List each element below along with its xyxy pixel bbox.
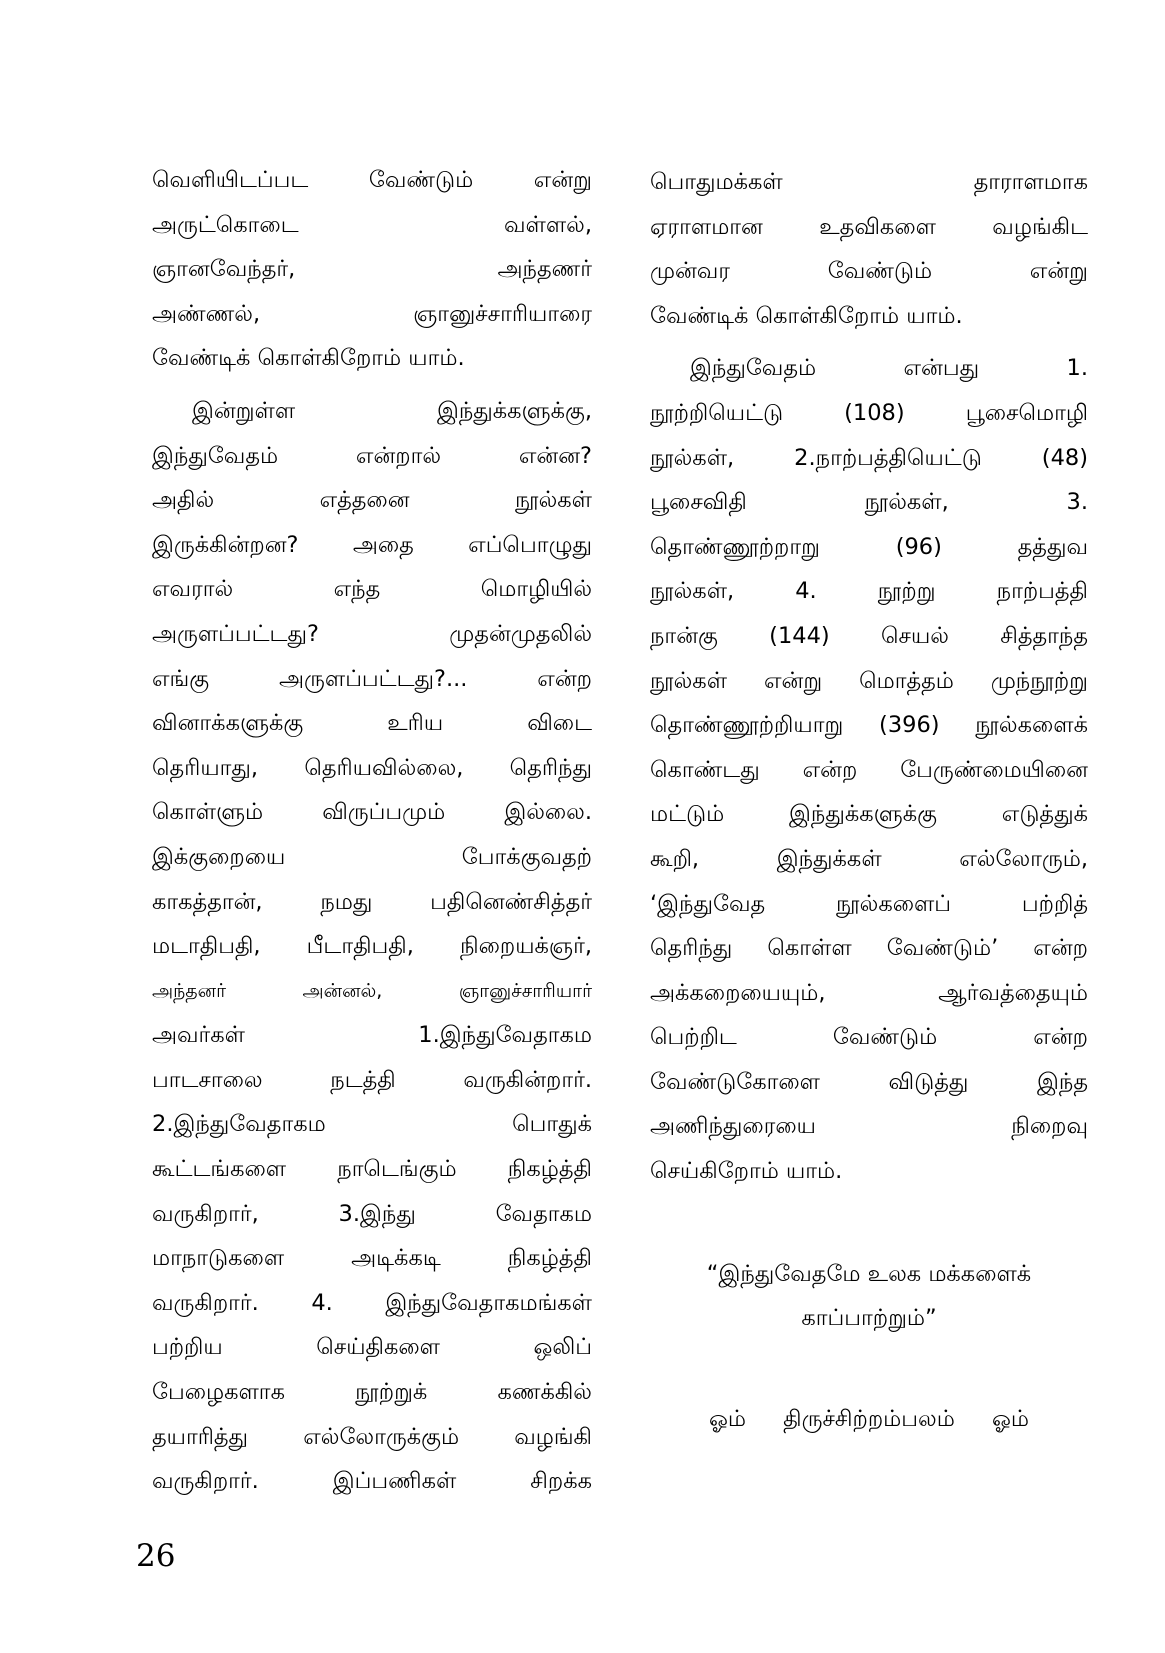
text-line: வருகிறார். இப்பணிகள் சிறக்க [152,1468,592,1495]
text-line: இன்றுள்ள இந்துக்களுக்கு, [192,397,592,424]
text-line: நூல்கள், 2.நாற்பத்தியெட்டு (48) [650,444,1088,471]
text-line: வெளியிடப்பட வேண்டும் என்று [152,167,592,193]
text-line: வினாக்களுக்கு உரிய விடை [152,710,592,737]
text-line: அந்தனர் அன்னல், ஞானுச்சாரியார் [152,979,592,1002]
text-line: அருட்கொடை வள்ளல், [152,211,592,238]
text-line: எவரால் எந்த மொழியில் [152,576,592,603]
text-line: நூற்றியெட்டு (108) பூசைமொழி [650,399,1088,426]
text-line: ‘இந்துவேத நூல்களைப் பற்றித் [650,890,1088,917]
quote-line: “இந்துவேதமே உலக மக்களைக் [706,1261,1032,1287]
text-line: அதில் எத்தனை நூல்கள் [152,487,592,514]
text-line: வருகிறார். 4. இந்துவேதாகமங்கள் [152,1289,592,1316]
text-line: மட்டும் இந்துக்களுக்கு எடுத்துக் [650,801,1088,828]
text-line: பெற்றிட வேண்டும் என்ற [650,1024,1088,1051]
text-line: வருகிறார், 3.இந்து வேதாகம [152,1200,592,1227]
closing-quote [650,1252,1088,1340]
text-line: மடாதிபதி, பீடாதிபதி, நிறையக்ஞர், [152,933,592,960]
text-line: ஞானவேந்தர், அந்தணர் [152,256,592,283]
text-line: தொண்ணூற்றியாறு (396) நூல்களைக் [650,712,1088,739]
text-line: பாடசாலை நடத்தி வருகின்றார். [152,1066,592,1093]
text-line: 2.இந்துவேதாகம பொதுக் [152,1111,592,1138]
text-line: அக்கறையையும், ஆர்வத்தையும் [650,979,1088,1006]
text-line: தெரியாது, தெரியவில்லை, தெரிந்து [152,754,592,781]
text-line: நான்கு (144) செயல் சித்தாந்த [650,622,1088,649]
text-line: கொண்டது என்ற பேருண்மையினை [650,756,1088,783]
text-line: பேழைகளாக நூற்றுக் கணக்கில் [152,1379,592,1406]
text-line: கூட்டங்களை நாடெங்கும் நிகழ்த்தி [152,1156,592,1183]
page-number: 26 [136,1538,176,1574]
text-line: இந்துவேதம் என்றால் என்ன? [152,442,592,469]
text-line: இக்குறையை போக்குவதற் [152,843,592,870]
text-line: தொண்ணூற்றாறு (96) தத்துவ [650,533,1088,560]
left-column [152,158,592,1504]
text-line: மாநாடுகளை அடிக்கடி நிகழ்த்தி [152,1245,592,1272]
text-line: இருக்கின்றன? அதை எப்பொழுது [152,531,592,558]
text-line: அண்ணல், ஞானுச்சாரியாரை [152,300,592,327]
text-line: பற்றிய செய்திகளை ஒலிப் [152,1334,592,1361]
text-line: தெரிந்து கொள்ள வேண்டும்’ என்ற [650,935,1088,962]
text-line: கொள்ளும் விருப்பமும் இல்லை. [152,799,592,826]
text-line: வேண்டுகோளை விடுத்து இந்த [650,1068,1088,1095]
text-line: பூசைவிதி நூல்கள், 3. [650,489,1088,516]
text-line: இந்துவேதம் என்பது 1. [690,355,1088,382]
text-line: நூல்கள் என்று மொத்தம் முந்நூற்று [650,667,1088,694]
text-line: அவர்கள் 1.இந்துவேதாகம [152,1022,592,1049]
text-line: எங்கு அருளப்பட்டது?... என்ற [152,665,592,692]
text-line: செய்கிறோம் யாம். [650,1158,843,1185]
paragraph-gap [650,338,1088,346]
text-line: ஏராளமான உதவிகளை வழங்கிட [650,213,1088,240]
quote-line: காப்பாற்றும்” [801,1305,937,1331]
text-line: அருளப்பட்டது? முதன்முதலில் [152,620,592,647]
right-column [650,160,1088,1194]
text-line: கூறி, இந்துக்கள் எல்லோரும், [650,845,1088,872]
text-line: பொதுமக்கள் தாராளமாக [650,169,1088,195]
text-line: வேண்டிக் கொள்கிறோம் யாம். [650,302,963,329]
text-line: காகத்தான், நமது பதினெண்சித்தர் [152,888,592,915]
paragraph-gap [152,381,592,389]
text-line: தயாரித்து எல்லோருக்கும் வழங்கி [152,1423,592,1450]
text-line: முன்வர வேண்டும் என்று [650,258,1088,285]
text-line: நூல்கள், 4. நூற்று நாற்பத்தி [650,578,1088,605]
text-line: அணிந்துரையை நிறைவு [650,1113,1088,1140]
text-line: வேண்டிக் கொள்கிறோம் யாம். [152,345,465,372]
closing-invocation: ஓம் திருச்சிற்றம்பலம் ஓம் [709,1406,1029,1432]
